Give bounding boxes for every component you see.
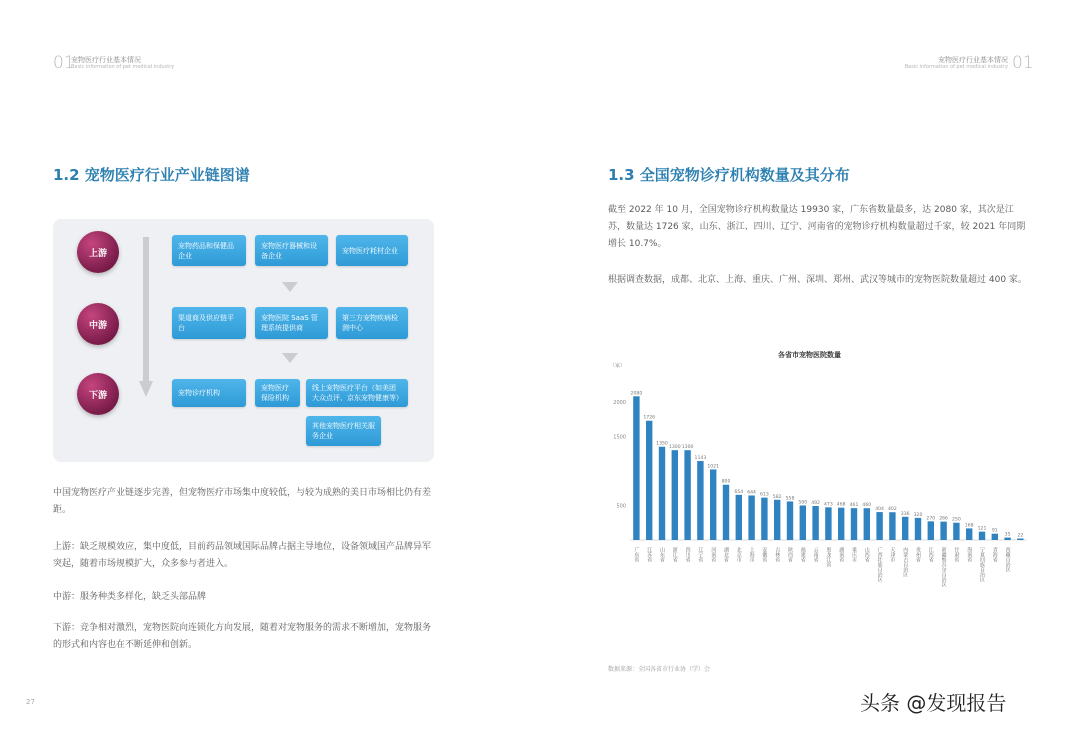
page-number: 27 [26, 698, 35, 706]
y-tick-label: 500 [616, 503, 626, 510]
box-insurance-institution: 宠物医疗保险机构 [255, 379, 300, 407]
data-source: 数据来源：全国各省市行业协（学）会 [608, 666, 711, 673]
category-label: 贵州省 [915, 547, 921, 562]
bar-value-label: 800 [721, 479, 731, 485]
category-label: 西藏自治区 [1004, 547, 1011, 572]
bar [838, 508, 844, 540]
category-label: 山东省 [659, 547, 665, 562]
bar [1004, 538, 1010, 540]
bar [889, 512, 895, 540]
category-label: 河南省 [710, 547, 717, 562]
category-label: 新疆维吾尔自治区 [940, 547, 947, 587]
watermark: 头条 @发现报告 [860, 691, 1007, 715]
box-saas-provider: 宠物医院 SaaS 管理系统提供商 [255, 307, 328, 339]
industry-chain-diagram [53, 219, 434, 462]
bar [723, 485, 729, 540]
bar-value-label: 500 [798, 500, 808, 506]
bar-value-label: 121 [977, 526, 987, 532]
category-label: 内蒙古自治区 [902, 547, 909, 577]
bar-value-label: 460 [862, 503, 872, 509]
left-paragraph-3: 中游：服务种类多样化，缺乏头部品牌 [53, 592, 207, 602]
category-label: 广西壮族自治区 [876, 547, 883, 582]
category-label: 湖南省 [838, 547, 845, 562]
bar-value-label: 35 [1004, 532, 1011, 538]
category-label: 辽宁省 [697, 547, 704, 562]
category-label: 宁夏回族自治区 [979, 547, 985, 582]
bar [748, 496, 754, 540]
category-label: 青海省 [991, 547, 998, 562]
bar [710, 469, 716, 540]
bar [915, 518, 921, 540]
bar-value-label: 22 [1017, 533, 1024, 539]
chart-title: 各省市宠物医院数量 [778, 351, 841, 359]
category-label: 重庆市 [851, 547, 857, 562]
bar-value-label: 468 [836, 502, 846, 508]
category-label: 四川省 [684, 547, 691, 562]
header-left-subtitle: Basic information of pet medical industry [71, 64, 175, 70]
bar-value-label: 1726 [643, 415, 656, 421]
triangle-down-icon [282, 353, 298, 363]
bar [633, 396, 639, 540]
bar [825, 507, 831, 540]
header-right-number: 01 [1012, 53, 1034, 73]
category-label: 浙江省 [671, 547, 678, 562]
y-tick-label: 1500 [613, 434, 626, 441]
left-paragraph-4: 下游：竞争相对激烈，宠物医院向连锁化方向发展，随着对宠物服务的需求不断增加，宠物服务的形式和内容也在不断延伸和创新。 [53, 623, 432, 650]
category-label: 天津市 [889, 547, 896, 562]
stage-midstream: 中游 [77, 303, 119, 345]
category-label: 广东省 [633, 547, 640, 562]
down-arrow-icon [139, 237, 153, 397]
bar [979, 532, 985, 540]
right-paragraph-1: 截至 2022 年 10 月，全国宠物诊疗机构数量达 19930 家，广东省数量最多，达 2080 家，其次是江苏，数量达 1726 家，山东、浙江、四川、辽宁、河南省的宠物诊疗机构数量超过千家，较 2021 年同期增长 10.7%。 [608, 205, 1026, 249]
left-paragraph-1: 中国宠物医疗产业链逐步完善，但宠物医疗市场集中度较低，与较为成熟的美日市场相比仍有差距。 [53, 488, 432, 515]
chart-unit-label: （家） [610, 363, 626, 369]
header-right-subtitle: Basic information of pet medical industry [904, 64, 1008, 70]
box-third-party-testing: 第三方宠物疾病检测中心 [336, 307, 408, 339]
category-label: 福建省 [799, 547, 806, 562]
bar [646, 421, 652, 540]
bar [800, 505, 806, 540]
category-label: 吉林省 [774, 547, 781, 562]
bar [902, 517, 908, 540]
category-label: 甘肃省 [953, 547, 960, 562]
bar-value-label: 320 [913, 512, 923, 518]
bar [761, 498, 767, 540]
bar [812, 506, 818, 540]
bar-value-label: 1300 [681, 445, 694, 451]
box-diagnosis-institution: 宠物诊疗机构 [172, 379, 246, 407]
bar-value-label: 402 [888, 507, 897, 513]
box-equipment-enterprise: 宠物医疗器械和设备企业 [255, 235, 328, 266]
bar-value-label: 336 [900, 511, 910, 517]
province-bar-chart [600, 368, 1030, 608]
bar [876, 512, 882, 540]
category-label: 安徽省 [761, 547, 768, 562]
section-title-left: 1.2 宠物医疗行业产业链图谱 [53, 166, 250, 184]
category-label: 湖北省 [723, 547, 729, 562]
bar-value-label: 270 [926, 516, 936, 522]
bar-value-label: 582 [772, 494, 782, 500]
category-label: 江西省 [927, 547, 934, 562]
box-drug-health-enterprise: 宠物药品和保健品企业 [172, 235, 246, 266]
stage-upstream: 上游 [77, 231, 119, 273]
category-label: 黑龙江省 [825, 547, 832, 567]
bar-value-label: 91 [991, 528, 998, 534]
bar [774, 500, 780, 540]
box-other-services: 其他宠物医疗相关服务企业 [306, 416, 381, 446]
bar [966, 528, 972, 540]
bar-value-label: 1300 [668, 445, 681, 451]
bar [928, 521, 934, 540]
category-label: 北京市 [735, 547, 742, 562]
bar [940, 522, 946, 540]
bar-value-label: 461 [849, 503, 859, 509]
bar [864, 508, 870, 540]
stage-downstream: 下游 [77, 373, 119, 415]
bar [684, 450, 690, 540]
bar-value-label: 492 [811, 501, 820, 507]
bar-value-label: 168 [964, 523, 974, 529]
bar [697, 461, 703, 540]
bar-value-label: 1021 [707, 464, 720, 470]
category-label: 山西省 [863, 547, 870, 562]
bar [851, 508, 857, 540]
bar [787, 501, 793, 540]
bar-value-label: 266 [939, 516, 948, 522]
right-paragraph-2: 根据调查数据，成都、北京、上海、重庆、广州、深圳、郑州、武汉等城市的宠物医院数量超过 400 家。 [608, 275, 1027, 285]
header-right-title: 宠物医疗行业基本情况 [938, 56, 1008, 64]
category-label: 海南省 [966, 547, 973, 562]
section-title-right: 1.3 全国宠物诊疗机构数量及其分布 [608, 166, 850, 184]
box-consumables-enterprise: 宠物医疗耗材企业 [336, 235, 408, 266]
bar-value-label: 613 [760, 492, 769, 498]
category-label: 江苏省 [646, 547, 653, 562]
bar-value-label: 654 [734, 489, 744, 495]
bar [1017, 538, 1023, 540]
bar [736, 495, 742, 540]
bar-value-label: 1350 [656, 441, 668, 447]
bar [992, 534, 998, 540]
bar-value-label: 2080 [630, 391, 643, 397]
bar-value-label: 1143 [694, 456, 707, 462]
box-channel-supply-chain: 渠道商及供应链平台 [172, 307, 246, 339]
box-online-platform: 线上宠物医疗平台（如美团大众点评、京东宠物健康等） [306, 379, 408, 407]
left-paragraph-2: 上游：缺乏规模效应，集中度低，目前药品领域国际品牌占据主导地位，设备领域国产品牌异军突起，随着市场规模扩大，众多参与者进入。 [53, 542, 432, 569]
category-label: 云南省 [812, 547, 819, 562]
header-left-title: 宠物医疗行业基本情况 [71, 56, 141, 64]
header-left-number: 01 [53, 53, 75, 73]
bar-value-label: 558 [785, 496, 795, 502]
bar-value-label: 644 [747, 490, 756, 496]
bar-value-label: 250 [952, 517, 961, 523]
category-label: 上海市 [748, 547, 755, 562]
triangle-down-icon [282, 282, 298, 292]
y-tick-label: 2000 [613, 399, 626, 406]
bar-value-label: 473 [824, 502, 833, 508]
bar [953, 523, 959, 540]
category-label: 陕西省 [787, 547, 793, 562]
bar [672, 450, 678, 540]
bar [659, 447, 665, 540]
bar-value-label: 404 [875, 507, 884, 513]
